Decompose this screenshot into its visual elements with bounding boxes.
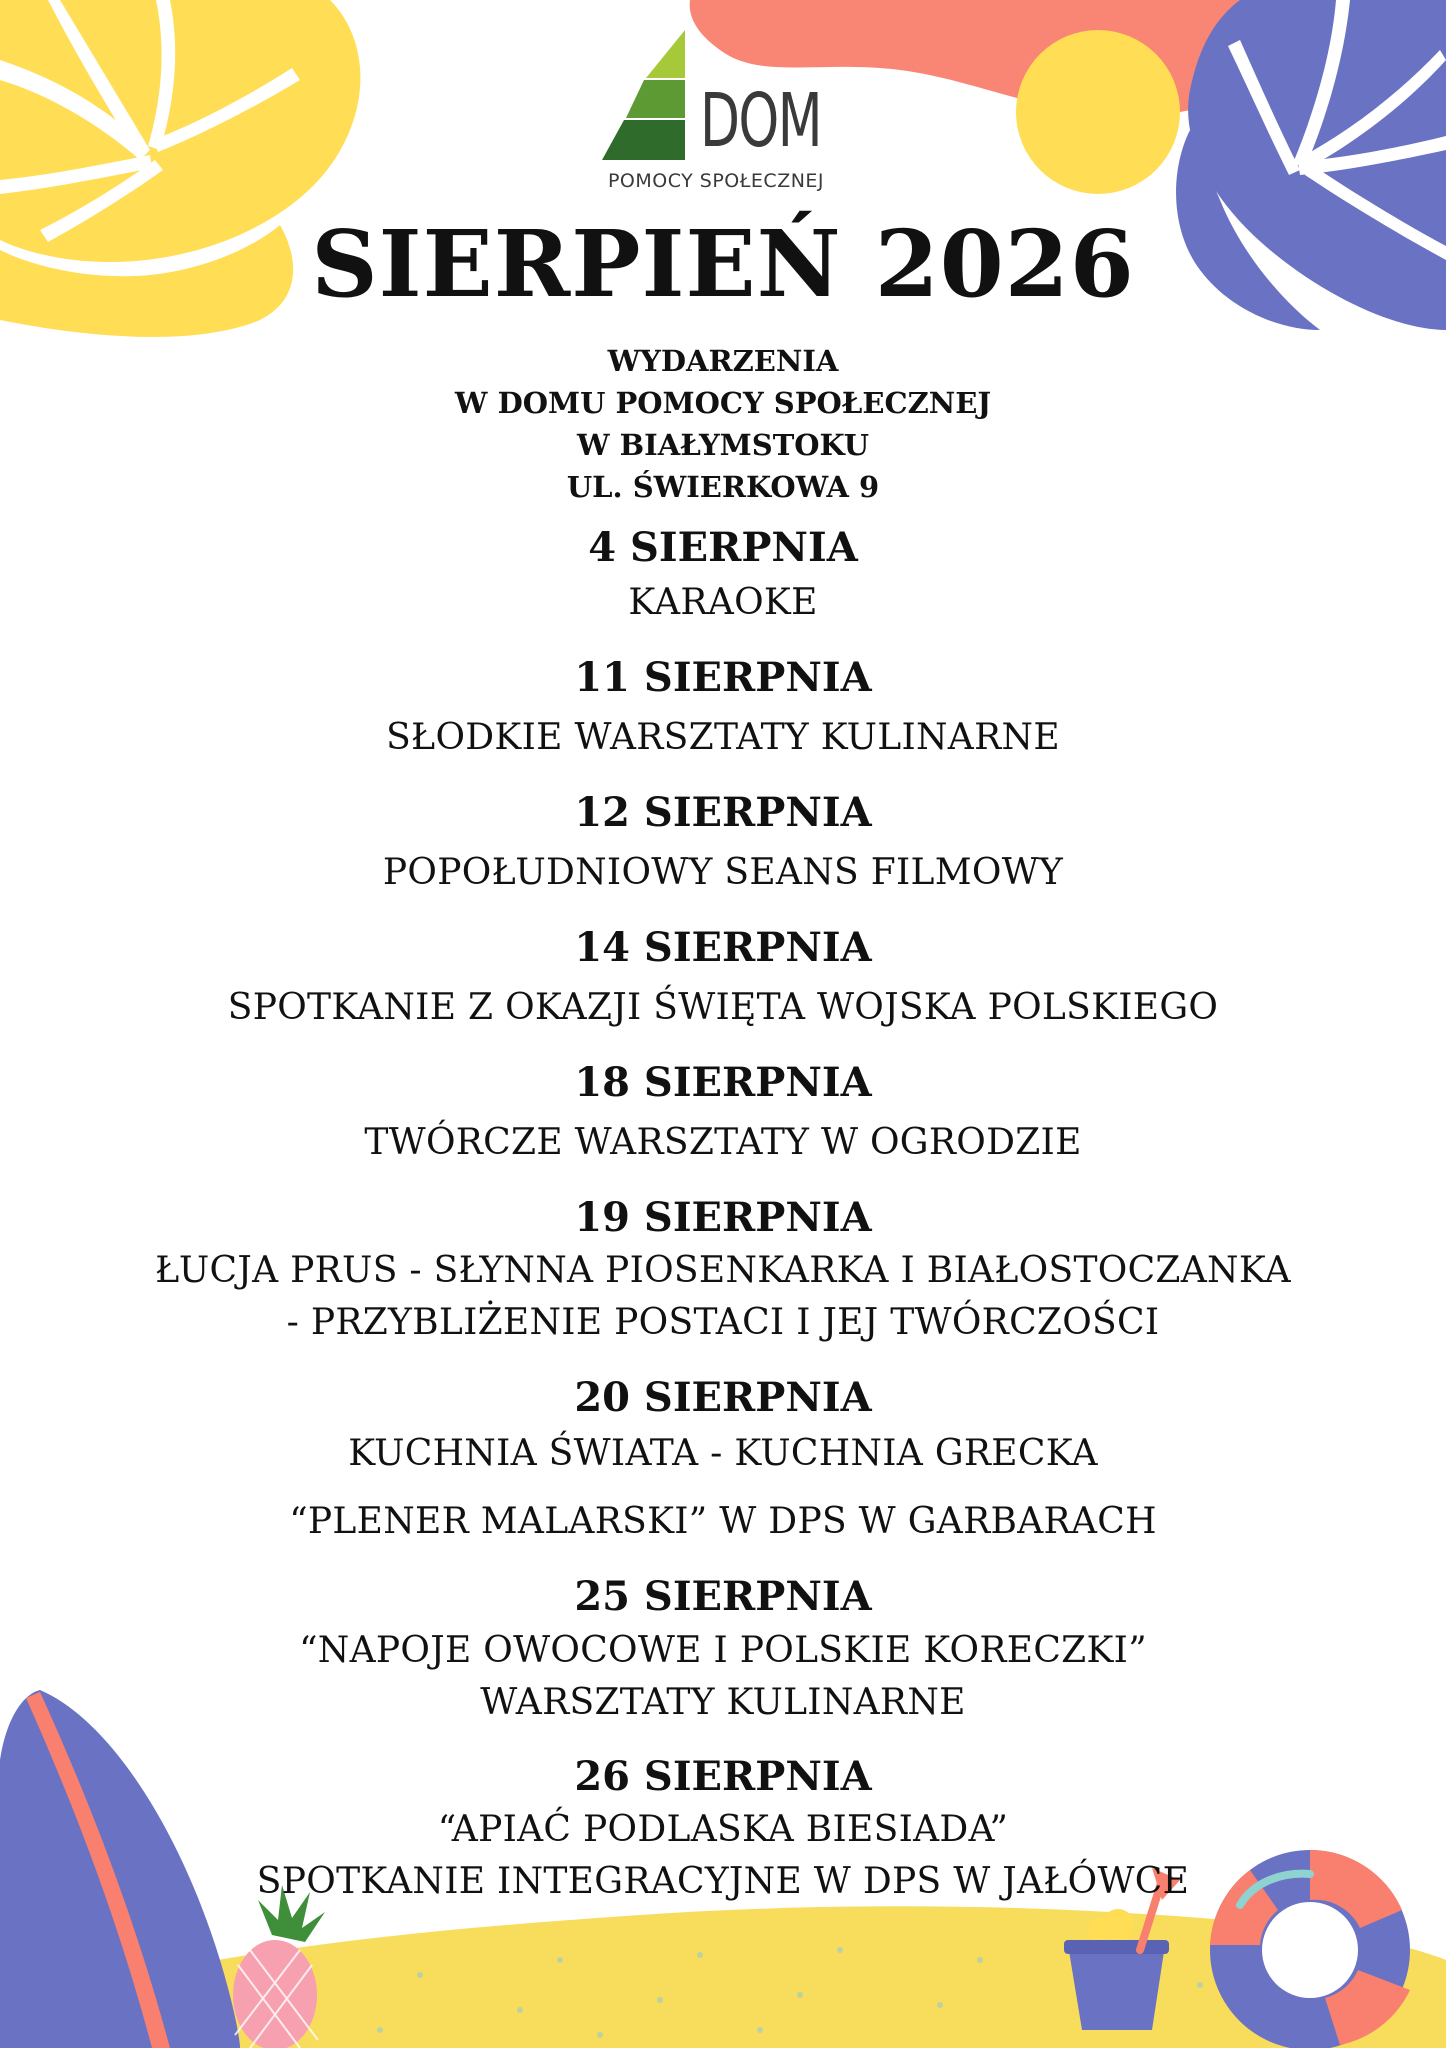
event-date: 11 SIERPNIA [574,654,872,701]
logo-subtitle: POMOCY SPOŁECZNEJ [607,170,825,192]
subtitle-line: W DOMU POMOCY SPOŁECZNEJ [454,386,992,420]
event-date: 25 SIERPNIA [574,1573,872,1620]
event-date: 14 SIERPNIA [574,924,872,971]
event-description: SPOTKANIE Z OKAZJI ŚWIĘTA WOJSKA POLSKIEGO [227,987,1219,1028]
event-description: KARAOKE [628,582,818,623]
event-description: POPOŁUDNIOWY SEANS FILMOWY [382,852,1064,893]
tree-logo-icon [596,30,706,170]
event-description: - PRZYBLIŻENIE POSTACI I JEJ TWÓRCZOŚCI [286,1302,1160,1343]
event-description: “PLENER MALARSKI” W DPS W GARBARACH [289,1501,1157,1542]
event-date: 18 SIERPNIA [574,1059,872,1106]
event-date: 20 SIERPNIA [574,1374,872,1421]
event-description: KUCHNIA ŚWIATA - KUCHNIA GRECKA [348,1433,1098,1474]
event-description: SŁODKIE WARSZTATY KULINARNE [386,717,1060,758]
event-description: “APIAĆ PODLASKA BIESIADA” [437,1809,1009,1850]
event-description: “NAPOJE OWOCOWE I POLSKIE KORECZKI” [299,1630,1147,1671]
subtitle-line: UL. ŚWIERKOWA 9 [566,470,880,504]
event-description: WARSZTATY KULINARNE [480,1682,966,1723]
event-date: 26 SIERPNIA [574,1753,872,1800]
logo [596,30,836,200]
event-description: ŁUCJA PRUS - SŁYNNA PIOSENKARKA I BIAŁOSTOCZANKA [155,1250,1291,1291]
event-date: 19 SIERPNIA [574,1194,872,1241]
subtitle-line: WYDARZENIA [607,344,839,378]
event-date: 4 SIERPNIA [588,524,858,571]
event-date: 12 SIERPNIA [574,789,872,836]
subtitle-block [0,340,1446,508]
event-description: SPOTKANIE INTEGRACYJNE W DPS W JAŁÓWCE [256,1861,1190,1902]
subtitle-line: W BIAŁYMSTOKU [576,428,870,462]
poster-title: SIERPIEŃ 2026 [311,210,1135,318]
logo-word: DOM [700,78,821,164]
event-description: TWÓRCZE WARSZTATY W OGRODZIE [364,1122,1082,1163]
